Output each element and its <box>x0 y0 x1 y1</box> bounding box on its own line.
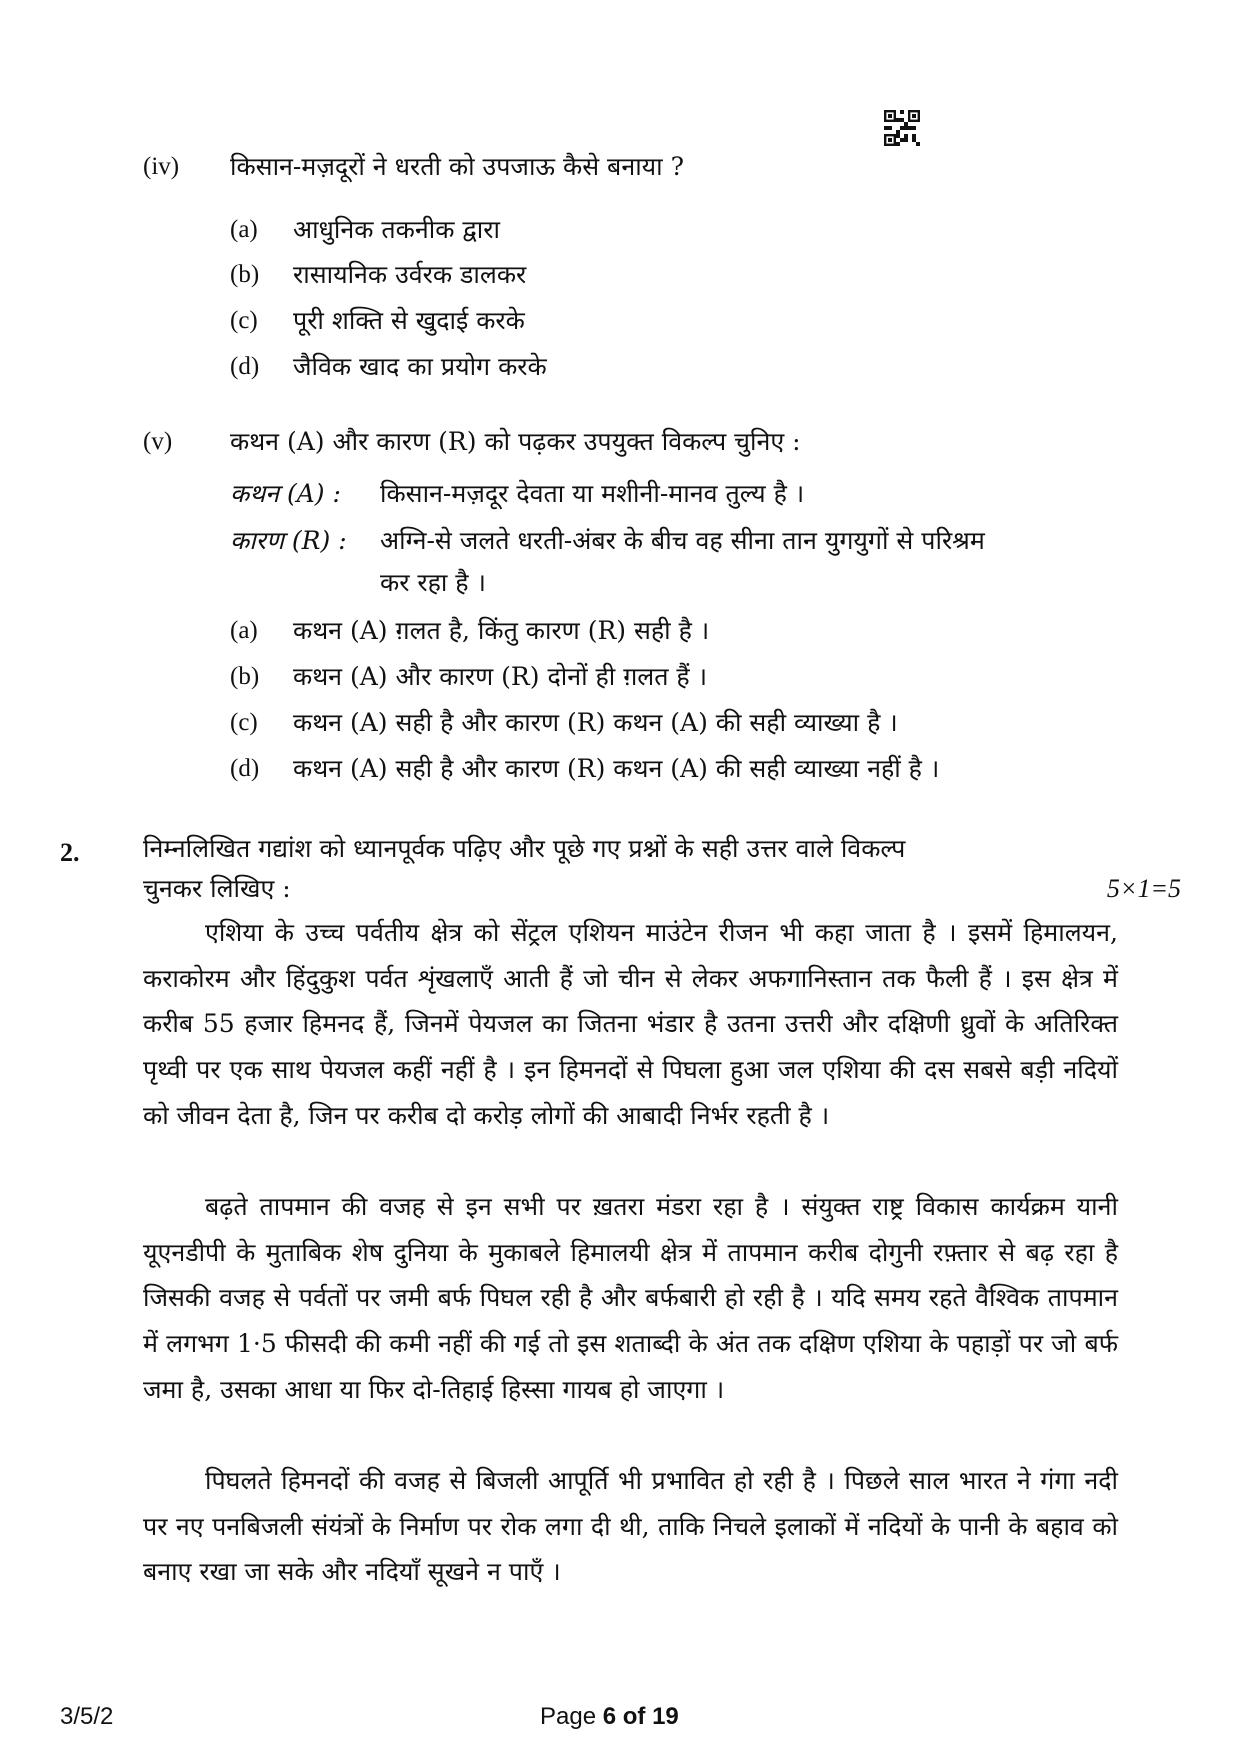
option-text: कथन (A) सही है और कारण (R) कथन (A) की सही व्याख्या नहीं है । <box>293 754 940 783</box>
page-prefix: Page <box>540 1703 603 1730</box>
question-number-2: 2. <box>60 838 80 867</box>
reason-label: कारण (R) : <box>230 526 347 555</box>
option-letter: (d) <box>230 353 260 380</box>
option-letter: (d) <box>230 755 260 782</box>
assertion-text: किसान-मज़दूर देवता या मशीनी-मानव तुल्य है । <box>380 479 805 508</box>
assertion-label: कथन (A) : <box>230 479 341 508</box>
option-text: कथन (A) और कारण (R) दोनों ही ग़लत हैं । <box>293 662 708 691</box>
q2-instruction-line1: निम्नलिखित गद्यांश को ध्यानपूर्वक पढ़िए और पूछे गए प्रश्नों के सही उत्तर वाले विकल्प <box>143 834 906 863</box>
q2-marks: 5×1=5 <box>1106 874 1181 903</box>
option-letter: (b) <box>230 663 260 690</box>
page-of: of <box>616 1703 653 1730</box>
option-text: कथन (A) ग़लत है, किंतु कारण (R) सही है । <box>293 616 710 645</box>
page-current: 6 <box>602 1703 617 1730</box>
option-letter: (c) <box>230 307 258 334</box>
option-text: कथन (A) सही है और कारण (R) कथन (A) की सही व्याख्या है । <box>293 708 898 737</box>
paper-code: 3/5/2 <box>60 1703 114 1730</box>
page-indicator <box>540 1702 679 1732</box>
reason-text-line1: अग्नि-से जलते धरती-अंबर के बीच वह सीना तान युगयुगों से परिश्रम <box>380 526 985 555</box>
question-text-v: कथन (A) और कारण (R) को पढ़कर उपयुक्त विकल्प चुनिए : <box>230 427 801 456</box>
page-total: 19 <box>652 1703 679 1730</box>
question-number-iv: (iv) <box>143 153 180 180</box>
passage-paragraph-3: पिघलते हिमनदों की वजह से बिजली आपूर्ति भी प्रभावित हो रही है । पिछले साल भारत ने गंगा नदी पर नए पनबिजली संयंत्रों के निर्माण पर रोक लगा दी थी, ताकि निचले इलाकों में नदियों के पानी के बहाव को बनाए रखा जा सके और नदियाँ सूखने न पाएँ । <box>143 1466 1118 1587</box>
option-letter: (a) <box>230 617 258 644</box>
reason-text-line2: कर रहा है । <box>380 568 486 597</box>
q2-instruction-line2: चुनकर लिखिए : <box>143 874 291 903</box>
question-text-iv: किसान-मज़दूरों ने धरती को उपजाऊ कैसे बनाया ? <box>230 152 685 181</box>
qr-code-icon <box>884 110 920 146</box>
option-text: रासायनिक उर्वरक डालकर <box>293 260 527 289</box>
option-letter: (c) <box>230 709 258 736</box>
option-letter: (a) <box>230 216 258 243</box>
option-letter: (b) <box>230 261 260 288</box>
passage-paragraph-2: बढ़ते तापमान की वजह से इन सभी पर ख़तरा मंडरा रहा है । संयुक्त राष्ट्र विकास कार्यक्रम यानी यूएनडीपी के मुताबिक शेष दुनिया के मुकाबले हिमालयी क्षेत्र में तापमान करीब दोगुनी रफ़्तार से बढ़ रहा है जिसकी वजह से पर्वतों पर जमी बर्फ पिघल रही है और बर्फबारी हो रही है । यदि समय रहते वैश्विक तापमान में लगभग 1·5 फीसदी की कमी नहीं की गई तो इस शताब्दी के अंत तक दक्षिण एशिया के पहाड़ों पर जो बर्फ जमा है, उसका आधा या फिर दो-तिहाई हिस्सा गायब हो जाएगा । <box>143 1192 1118 1404</box>
question-number-v: (v) <box>143 428 173 455</box>
passage-paragraph-1: एशिया के उच्च पर्वतीय क्षेत्र को सेंट्रल एशियन माउंटेन रीजन भी कहा जाता है । इसमें हिमालयन, कराकोरम और हिंदुकुश पर्वत शृंखलाएँ आती हैं जो चीन से लेकर अफगानिस्तान तक फैली हैं । इस क्षेत्र में करीब 55 हजार हिमनद हैं, जिनमें पेयजल का जितना भंडार है उतना उत्तरी और दक्षिणी ध्रुवों के अतिरिक्त पृथ्वी पर एक साथ पेयजल कहीं नहीं है । इन हिमनदों से पिघला हुआ जल एशिया की दस सबसे बड़ी नदियों को जीवन देता है, जिन पर करीब दो करोड़ लोगों की आबादी निर्भर रहती है । <box>143 918 1118 1130</box>
option-text: आधुनिक तकनीक द्वारा <box>293 215 500 244</box>
option-text: जैविक खाद का प्रयोग करके <box>293 352 547 381</box>
option-text: पूरी शक्ति से खुदाई करके <box>293 306 525 335</box>
